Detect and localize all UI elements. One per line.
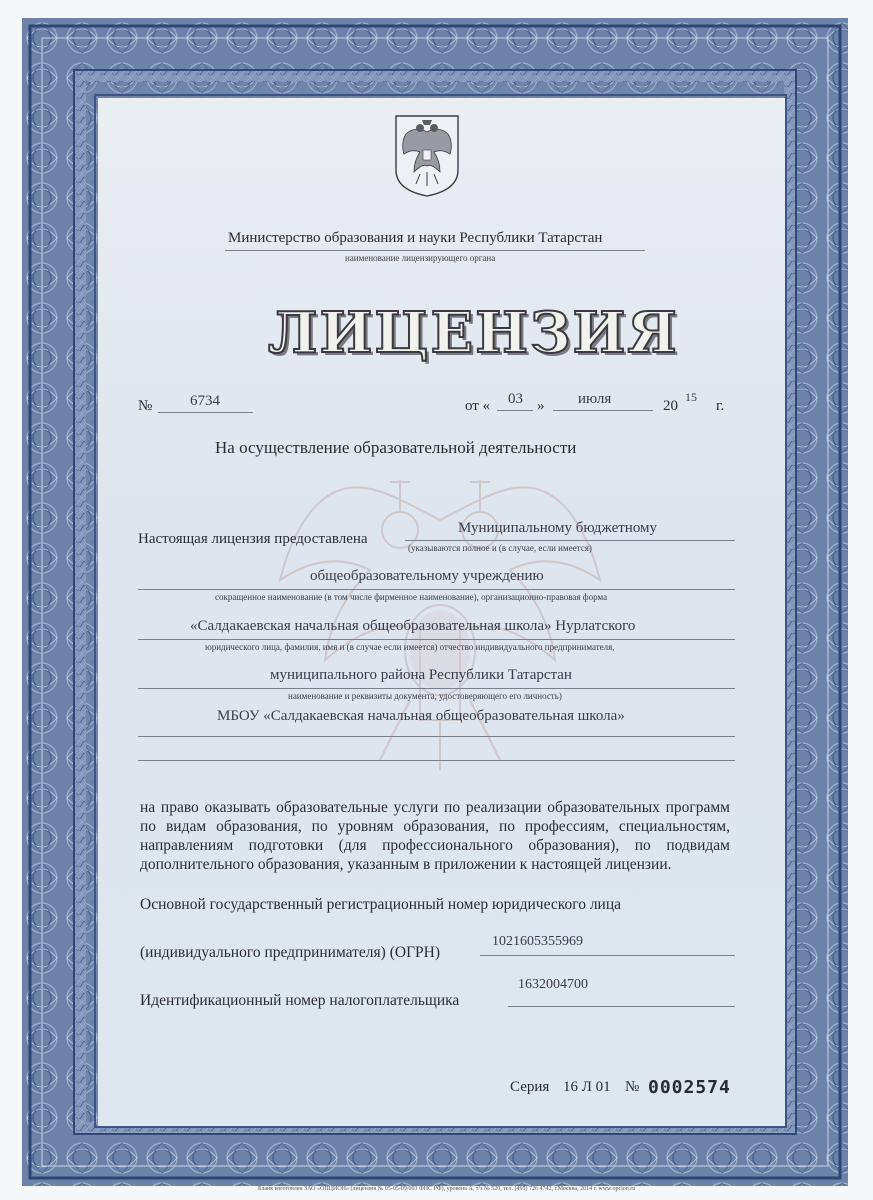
- holder-underline-3: [138, 639, 735, 640]
- ogrn-value: 1021605355969: [492, 934, 583, 949]
- date-year-prefix: 20: [663, 398, 678, 414]
- issuer-caption: наименование лицензирующего органа: [345, 253, 496, 263]
- issuer-underline: [225, 250, 645, 251]
- granted-to-label: Настоящая лицензия предоставлена: [138, 531, 368, 547]
- holder-caption-3: юридического лица, фамилия, имя и (в случае если имеется) отчество индивидуального предпринимателя,: [205, 642, 615, 652]
- series-label: Серия: [510, 1079, 550, 1095]
- holder-short-name: МБОУ «Салдакаевская начальная общеобразовательная школа»: [217, 708, 625, 724]
- holder-underline-4: [138, 688, 735, 689]
- day-underline: [497, 410, 533, 411]
- date-month: июля: [578, 391, 612, 407]
- inn-underline: [508, 1006, 735, 1007]
- printer-note: Бланк изготовлен ЗАО «ОПЦИОН» (лицензия № 05-05-09/003 ФНС РФ), уровень А, т/з № 520, тел. (495) 726 4742, г.Москва, 2014 г. www.opcion.ru: [258, 1186, 636, 1192]
- document-title: ЛИЦЕНЗИЯ: [268, 300, 679, 366]
- holder-line-4: муниципального района Республики Татарстан: [270, 667, 572, 683]
- rights-paragraph: на право оказывать образовательные услуги по реализации образовательных программ по видам образования, по уровням образования, по профессиям, специальностям, направлениям подготовки (для профессионального образования), по подвидам дополнительного образования, указанным в приложении к настоящей лицензии.: [140, 799, 730, 873]
- holder-caption-2: сокращенное наименование (в том числе фирменное наименование), организационно-правовая форма: [215, 592, 608, 602]
- issuer-name: Министерство образования и науки Республики Татарстан: [228, 230, 603, 246]
- holder-line-3: «Салдакаевская начальная общеобразовательная школа» Нурлатского: [190, 618, 636, 634]
- date-year-suffix: 15: [685, 390, 697, 404]
- date-from-label: от «: [465, 398, 491, 414]
- date-day-close: »: [537, 398, 545, 414]
- date-year-unit: г.: [716, 398, 725, 414]
- license-purpose: На осуществление образовательной деятельности: [215, 438, 577, 457]
- ogrn-underline: [480, 955, 735, 956]
- holder-underline-1: [405, 540, 735, 541]
- coat-of-arms-icon: [392, 112, 462, 198]
- holder-caption-4: наименование и реквизиты документа, удостоверяющего его личность): [288, 691, 562, 701]
- number-underline: [158, 412, 253, 413]
- holder-line-2: общеобразовательному учреждению: [310, 568, 544, 584]
- holder-underline-6: [138, 760, 735, 761]
- holder-underline-2: [138, 589, 735, 590]
- date-day: 03: [508, 391, 523, 407]
- inn-value: 1632004700: [518, 977, 588, 992]
- ogrn-label-2: (индивидуального предпринимателя) (ОГРН): [140, 944, 441, 961]
- series-value: 16 Л 01: [563, 1079, 611, 1095]
- number-label: №: [138, 398, 153, 414]
- inn-label: Идентификационный номер налогоплательщика: [140, 992, 460, 1009]
- series-number-label: №: [625, 1079, 640, 1095]
- month-underline: [553, 410, 653, 411]
- serial-number: 0002574: [648, 1077, 731, 1098]
- holder-caption-1: (указываются полное и (в случае, если имеется): [408, 543, 592, 553]
- holder-underline-5: [138, 736, 735, 737]
- license-number: 6734: [190, 393, 220, 409]
- holder-line-1: Муниципальному бюджетному: [458, 520, 658, 536]
- ogrn-label-1: Основной государственный регистрационный номер юридического лица: [140, 896, 622, 913]
